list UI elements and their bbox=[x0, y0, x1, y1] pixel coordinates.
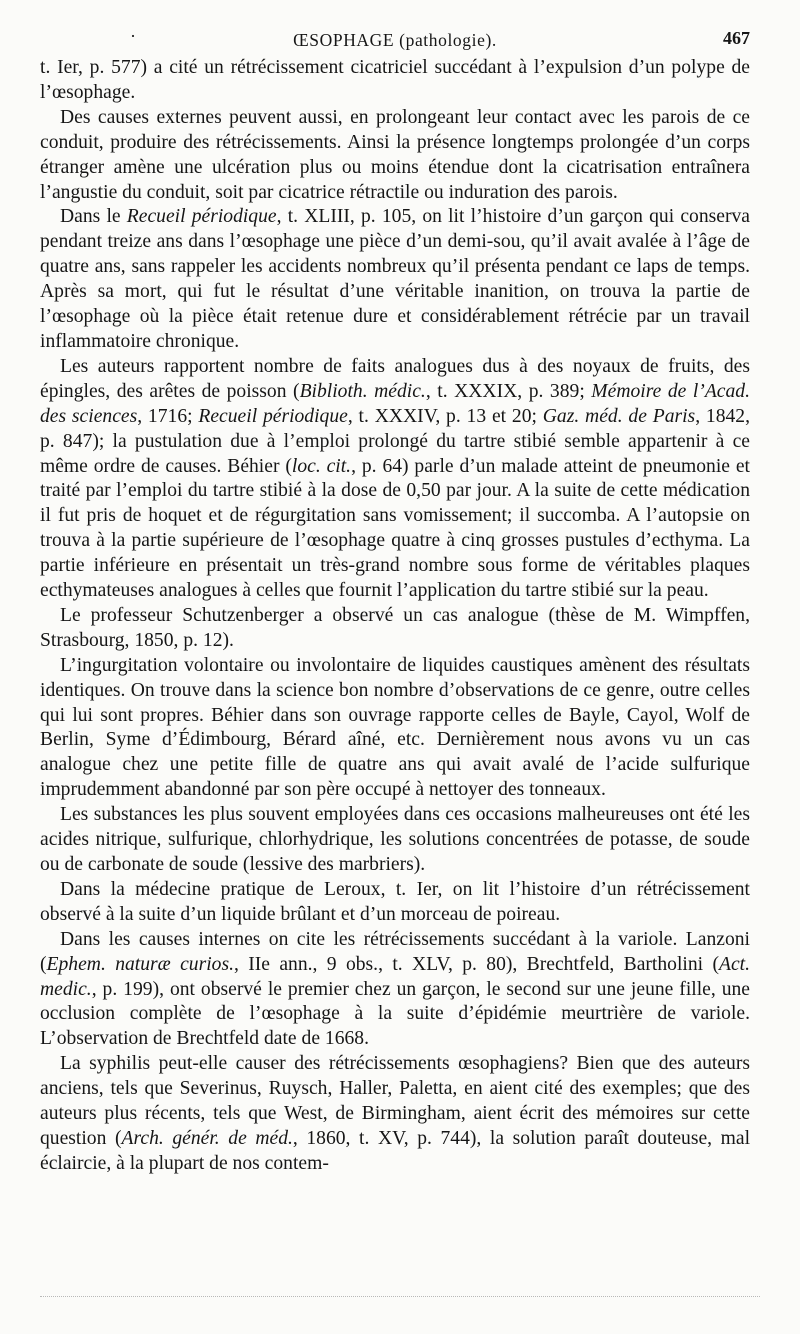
text-run: Dans la médecine pratique de Leroux, t. Ier, on lit l’histoire d’un rétrécissement observé à la suite d’un liquide brûlant et d’un morceau de poireau. bbox=[40, 878, 750, 925]
text-run: , 1716; bbox=[137, 405, 199, 427]
body-text bbox=[40, 56, 750, 1177]
text-run: , p. 64) parle d’un malade atteint de pneumonie et traité par l’emploi du tartre stibié à la dose de 0,50 par jour. A la suite de cette médication il fut pris de hoquet et de régurgitation sans vomissement; il succomba. A l’autopsie on trouva à la partie supérieure de l’œsophage quatre à cinq grosses pustules d’ecthyma. La partie inférieure en présentait un très-grand nombre sous forme de véritables plaques ecthymateuses analogues à celles que fournit l’application du tartre stibié sur la peau. bbox=[40, 455, 751, 602]
citation-italic: Act. medic. bbox=[40, 953, 750, 1000]
text-run: , IIe ann., 9 obs., t. XLV, p. 80), Brechtfeld, Bartholini ( bbox=[233, 953, 719, 975]
paragraph bbox=[40, 205, 750, 354]
citation-italic: Recueil périodique bbox=[126, 206, 277, 228]
print-speck: · bbox=[130, 26, 136, 46]
text-run: , t. XXXIV, p. 13 et 20; bbox=[347, 405, 543, 427]
running-header bbox=[40, 26, 750, 56]
text-run: Des causes externes peuvent aussi, en prolongeant leur contact avec les parois de ce conduit, produire des rétrécissements. Ainsi la présence longtemps prolongée d’un corps étranger amène une ulcération plus ou moins étendue dont la cicatrisation entraînera l’angustie du conduit, soit par cicatrice rétractile ou induration des parois. bbox=[40, 106, 750, 203]
text-run: L’ingurgitation volontaire ou involontaire de liquides caustiques amènent des résultats identiques. On trouve dans la science bon nombre d’observations de ce genre, outre celles qui lui sont propres. Béhier dans son ouvrage rapporte celles de Bayle, Cayol, Wolf de Berlin, Syme d’Édimbourg, Bérard aîné, etc. Dernièrement nous avons vu un cas analogue chez une petite fille de quatre ans qui avait avalé de l’acide sulfurique imprudemment abandonné par son père occupé à nettoyer des tonneaux. bbox=[40, 654, 750, 801]
text-run: Les auteurs rapportent nombre de faits analogues dus à des noyaux de fruits, des épingles, des arêtes de poisson ( bbox=[40, 355, 750, 402]
text-run: , t. XXXIX, p. 389; bbox=[425, 380, 592, 402]
citation-italic: Arch. génér. de méd. bbox=[121, 1127, 293, 1149]
text-run: , p. 199), ont observé le premier chez un garçon, le second sur une jeune fille, une occlusion complète de l’œsophage à la suite d’épidémie meurtrière de variole. L’observation de Brechtfeld date de 1668. bbox=[40, 978, 750, 1050]
paragraph bbox=[40, 803, 750, 878]
text-run: , 1842, p. 847); la pustulation due à l’emploi prolongé du tartre stibié semble appartenir à ce même ordre de causes. Béhier ( bbox=[40, 405, 750, 477]
paragraph bbox=[40, 878, 750, 928]
paragraph bbox=[40, 1052, 750, 1177]
citation-italic: Biblioth. médic. bbox=[299, 380, 426, 402]
citation-italic: Mémoire de l’Acad. des sciences bbox=[40, 380, 750, 427]
citation-italic: Recueil périodique bbox=[198, 405, 348, 427]
citation-italic: loc. cit. bbox=[291, 455, 352, 477]
paragraph bbox=[40, 654, 750, 803]
citation-italic: Ephem. naturæ curios. bbox=[46, 953, 234, 975]
bottom-print-artifact bbox=[40, 1296, 760, 1297]
text-run: , 1860, t. XV, p. 744), la solution paraît douteuse, mal éclaircie, à la plupart de nos contem- bbox=[40, 1127, 751, 1174]
text-run: Le professeur Schutzenberger a observé un cas analogue (thèse de M. Wimpffen, Strasbourg, 1850, p. 12). bbox=[40, 604, 750, 651]
text-run: , t. XLIII, p. 105, on lit l’histoire d’un garçon qui conserva pendant treize ans dans l’œsophage une pièce d’un demi-sou, qu’il avait avalée à l’âge de quatre ans, sans rappeler les accidents nombreux qu’il présenta pendant ce laps de temps. Après sa mort, qui fut le résultat d’une véritable inanition, on trouva la partie de l’œsophage où la pièce était retenue dure et considérablement rétrécie par un travail inflammatoire chronique. bbox=[40, 206, 750, 352]
paragraph bbox=[40, 604, 750, 654]
text-run: Dans le bbox=[60, 206, 127, 228]
paragraph bbox=[40, 56, 750, 106]
running-title: ŒSOPHAGE (pathologie). bbox=[293, 30, 497, 50]
page-number: 467 bbox=[723, 28, 750, 48]
citation-italic: Gaz. méd. de Paris bbox=[542, 405, 696, 427]
text-run: Dans les causes internes on cite les rétrécissements succédant à la variole. Lanzoni ( bbox=[40, 928, 750, 975]
paragraph bbox=[40, 106, 750, 206]
text-run: t. Ier, p. 577) a cité un rétrécissement cicatriciel succédant à l’expulsion d’un polype de l’œsophage. bbox=[40, 57, 750, 103]
text-run: Les substances les plus souvent employées dans ces occasions malheureuses ont été les acides nitrique, sulfurique, chlorhydrique, les solutions concentrées de potasse, de soude ou de carbonate de soude (lessive des marbriers). bbox=[40, 804, 750, 875]
text-run: La syphilis peut-elle causer des rétrécissements œsophagiens? Bien que des auteurs anciens, tels que Severinus, Ruysch, Haller, Paletta, en aient cité des exemples; que des auteurs plus récents, tels que West, de Birmingham, aient écrit des mémoires sur cette question ( bbox=[40, 1053, 750, 1149]
paragraph bbox=[40, 355, 750, 604]
paragraph bbox=[40, 928, 750, 1053]
